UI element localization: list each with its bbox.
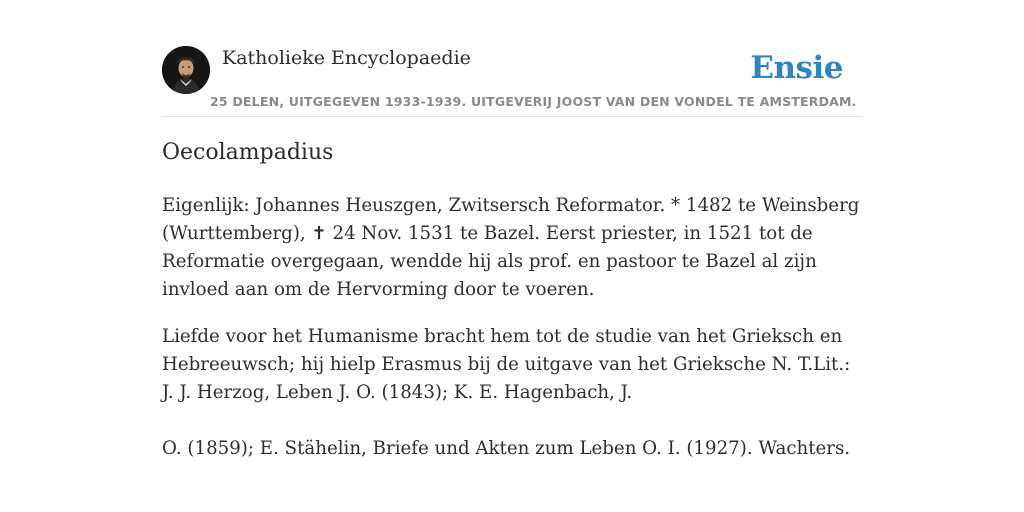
article-title: Oecolampadius <box>162 140 334 165</box>
source-title[interactable]: Katholieke Encyclopaedie <box>222 47 471 69</box>
source-portrait-avatar[interactable] <box>162 46 210 94</box>
article-paragraph-2: Liefde voor het Humanisme bracht hem tot de studie van het Grieksch en Hebreeuwsch; hij hielp Erasmus bij de uitgave van het Grieksche N. T.Lit.: J. J. Herzog, Leben J. O. (1843); K. E. Hagenbach, J. <box>162 326 851 403</box>
portrait-icon <box>162 46 210 94</box>
source-subtitle: 25 DELEN, UITGEGEVEN 1933-1939. UITGEVERIJ JOOST VAN DEN VONDEL TE AMSTERDAM. <box>210 94 857 109</box>
article-paragraph-3: O. (1859); E. Stähelin, Briefe und Akten zum Leben O. I. (1927). Wachters. <box>162 438 851 459</box>
source-header <box>162 44 862 117</box>
brand-logo[interactable]: Ensie <box>750 50 843 86</box>
article-paragraph-1: Eigenlijk: Johannes Heuszgen, Zwitsersch Reformator. * 1482 te Weinsberg (Wurttemberg), ✝ 24 Nov. 1531 te Bazel. Eerst priester, in 1521 tot de Reformatie overgegaan, wendde hij als prof. en pastoor te Bazel al zijn invloed aan om de Hervorming door te voeren. <box>162 195 860 300</box>
